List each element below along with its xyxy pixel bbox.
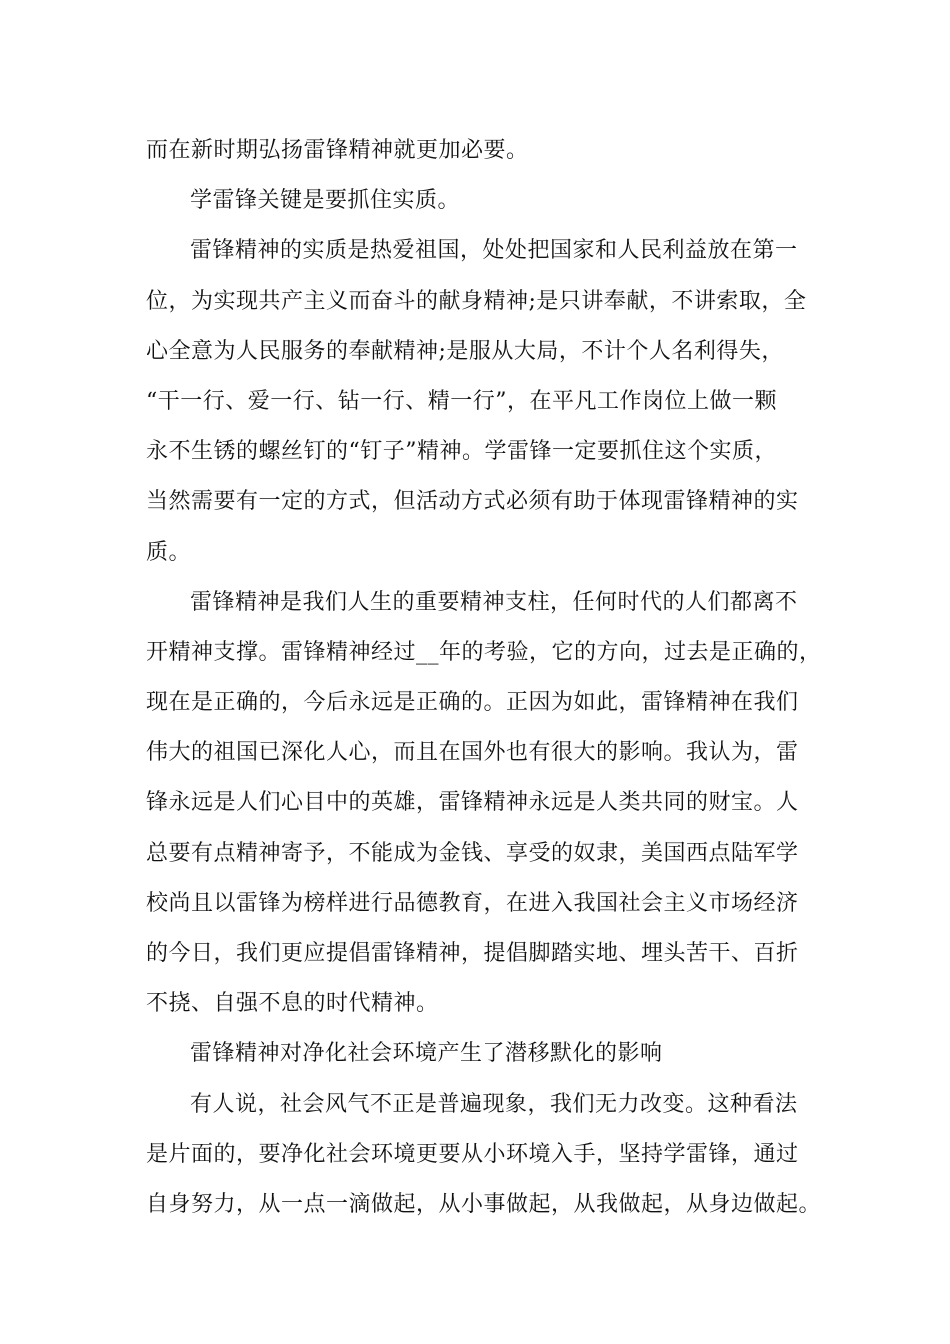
text-line: 总要有点精神寄予，不能成为金钱、享受的奴隶，美国西点陆军学 (146, 840, 799, 866)
text-line: 伟大的祖国已深化人心，而且在国外也有很大的影响。我认为，雷 (146, 740, 799, 766)
paragraph-heading: 雷锋精神对净化社会环境产生了潜移默化的影响 (190, 1041, 663, 1067)
text-line: 锋永远是人们心目中的英雄，雷锋精神永远是人类共同的财宝。人 (146, 790, 799, 816)
text-line: 而在新时期弘扬雷锋精神就更加必要。 (146, 138, 529, 163)
text-line: 校尚且以雷锋为榜样进行品德教育，在进入我国社会主义市场经济 (146, 890, 799, 916)
text-line: 有人说，社会风气不正是普遍现象，我们无力改变。这种看法 (190, 1091, 798, 1117)
document-body (146, 126, 826, 1230)
text-line: 是片面的，要净化社会环境更要从小环境入手，坚持学雷锋，通过 (146, 1141, 799, 1167)
text-line: 不挠、自强不息的时代精神。 (146, 991, 439, 1017)
text-line: 开精神支撑。雷锋精神经过__年的考验，它的方向，过去是正确的， (146, 639, 822, 665)
text-line: 雷锋精神的实质是热爱祖国，处处把国家和人民利益放在第一 (190, 238, 798, 264)
text-line: 的今日，我们更应提倡雷锋精神，提倡脚踏实地、埋头苦干、百折 (146, 941, 799, 966)
text-line: 心全意为人民服务的奉献精神;是服从大局，不计个人名利得失， (146, 338, 784, 364)
text-line: 雷锋精神是我们人生的重要精神支柱，任何时代的人们都离不 (190, 589, 798, 615)
text-line: 自身努力，从一点一滴做起，从小事做起，从我做起，从身边做起。 (146, 1191, 822, 1217)
text-line: 质。 (146, 539, 192, 565)
text-line: “干一行、爱一行、钻一行、精一行”，在平凡工作岗位上做一颗 (146, 388, 777, 414)
text-line: 永不生锈的螺丝钉的“钉子”精神。学雷锋一定要抓住这个实质， (146, 439, 777, 465)
paragraph-heading: 学雷锋关键是要抓住实质。 (190, 188, 461, 214)
text-line: 位，为实现共产主义而奋斗的献身精神;是只讲奉献，不讲索取，全 (146, 288, 807, 314)
text-line: 当然需要有一定的方式，但活动方式必须有助于体现雷锋精神的实 (146, 489, 799, 515)
text-line: 现在是正确的，今后永远是正确的。正因为如此，雷锋精神在我们 (146, 690, 799, 716)
